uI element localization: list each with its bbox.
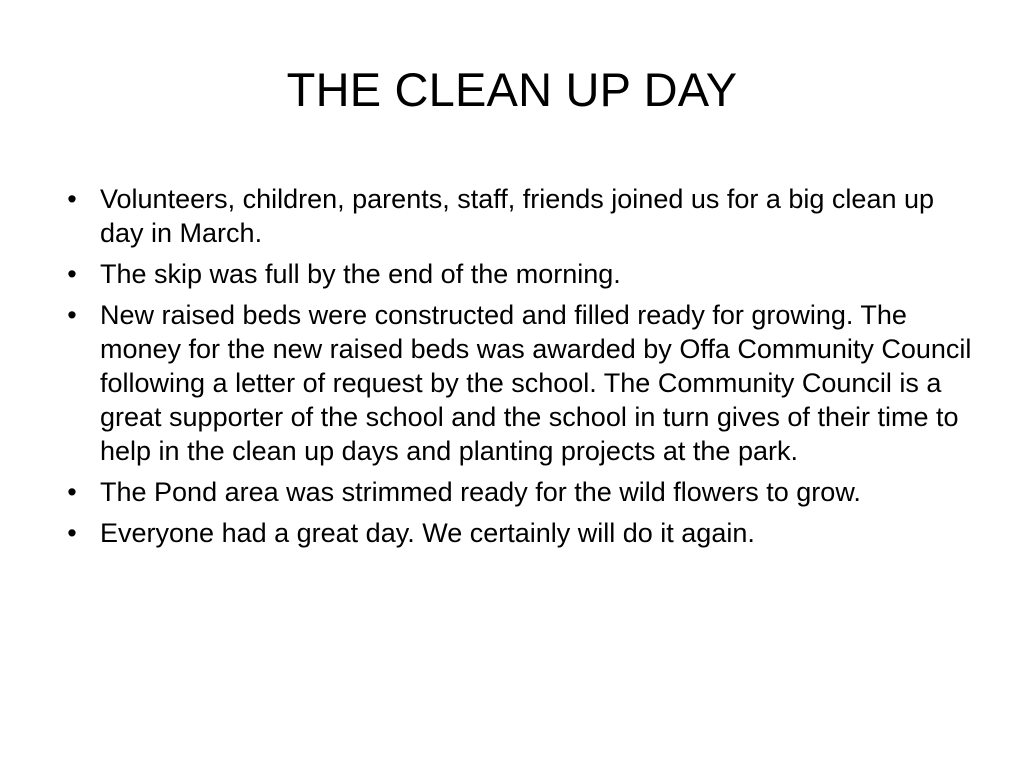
bullet-text: Everyone had a great day. We certainly will do it again.	[100, 518, 755, 548]
bullet-icon: •	[67, 518, 77, 548]
bullet-icon: •	[67, 300, 77, 330]
bullet-text: New raised beds were constructed and filled ready for growing. The money for the new raised beds was awarded by Offa Community Council following a letter of request by the school. The Community Council is a great supporter of the school and the school in turn gives of their time to help in the clean up days and planting projects at the park.	[100, 300, 972, 466]
bullet-item	[62, 475, 974, 509]
bullet-item	[62, 516, 974, 550]
bullet-icon: •	[67, 477, 77, 507]
bullet-text: Volunteers, children, parents, staff, friends joined us for a big clean up day in March.	[100, 184, 935, 248]
bullet-item	[62, 182, 974, 250]
bullet-icon: •	[67, 184, 77, 214]
bullet-text: The skip was full by the end of the morning.	[100, 259, 621, 289]
bullet-text: The Pond area was strimmed ready for the wild flowers to grow.	[100, 477, 861, 507]
bullet-icon: •	[67, 259, 77, 289]
bullet-item	[62, 257, 974, 291]
bullet-item	[62, 298, 974, 468]
bullet-list	[62, 182, 974, 557]
slide-title: THE CLEAN UP DAY	[286, 63, 738, 116]
